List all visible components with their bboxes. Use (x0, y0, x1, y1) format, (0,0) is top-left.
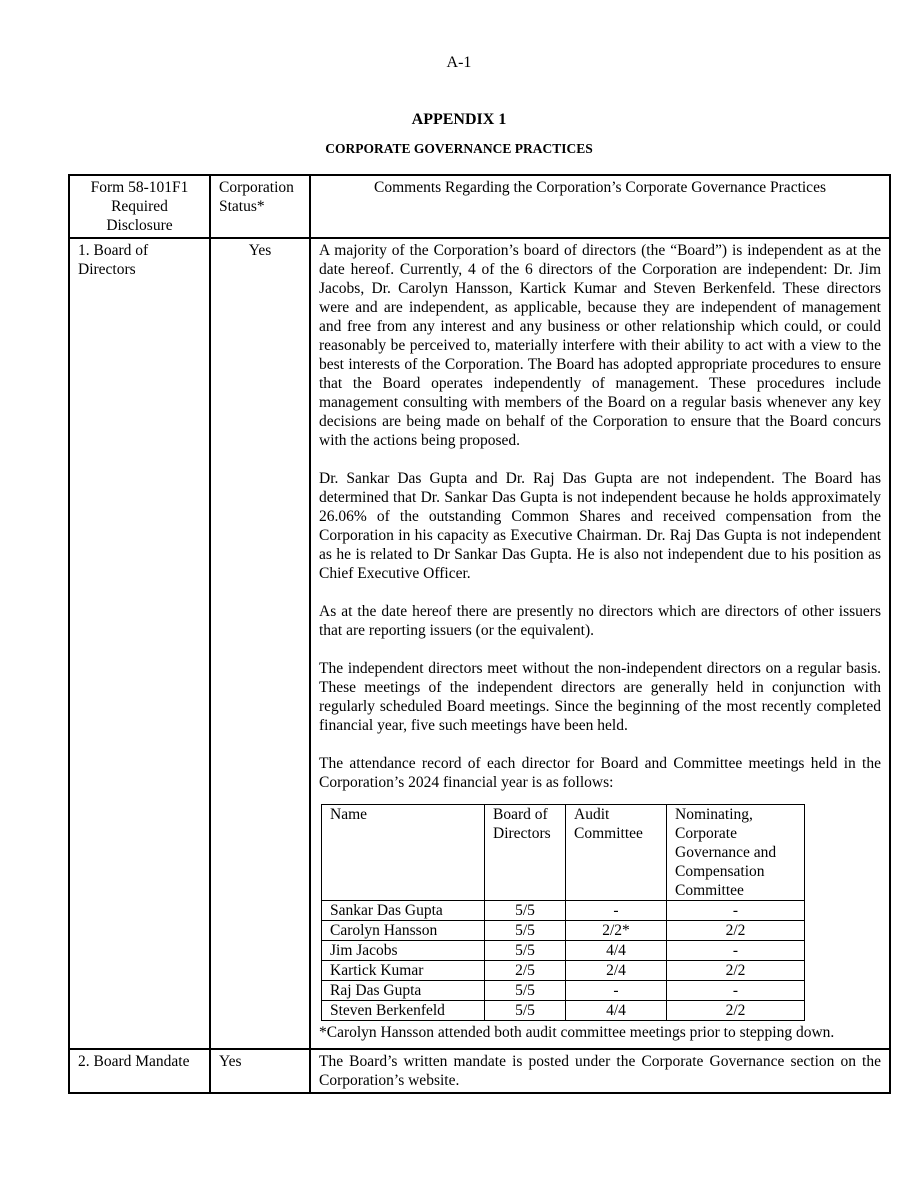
director-name: Sankar Das Gupta (322, 901, 485, 921)
section-title: CORPORATE GOVERNANCE PRACTICES (325, 141, 593, 156)
disclosure-cell: 2. Board Mandate (69, 1049, 210, 1093)
header-row (69, 175, 890, 238)
nominating-attendance: - (667, 901, 805, 921)
board-attendance: 2/5 (485, 961, 566, 981)
board-attendance: 5/5 (485, 1001, 566, 1021)
governance-table (68, 174, 891, 1094)
audit-attendance: - (566, 901, 667, 921)
nominating-attendance: - (667, 981, 805, 1001)
status-cell: Yes (210, 238, 310, 1049)
audit-attendance: 4/4 (566, 941, 667, 961)
director-name: Jim Jacobs (322, 941, 485, 961)
paragraph: The attendance record of each director for Board and Committee meetings held in the Corporation’s 2024 financial year is as follows: (319, 755, 881, 791)
attendance-header-nominating: Nominating, Corporate Governance and Compensation Committee (667, 805, 805, 901)
table-row (322, 921, 805, 941)
table-row (322, 981, 805, 1001)
paragraph: Dr. Sankar Das Gupta and Dr. Raj Das Gupta are not independent. The Board has determined that Dr. Sankar Das Gupta is not independent because he holds approximately 26.06% of the outstanding Common Shares and received compensation from the Corporation in his capacity as Executive Chairman. Dr. Raj Das Gupta is not independent as he is related to Dr Sankar Das Gupta. He is also not independent due to his position as Chief Executive Officer. (319, 470, 881, 582)
audit-attendance: - (566, 981, 667, 1001)
attendance-footnote: *Carolyn Hansson attended both audit committee meetings prior to stepping down. (319, 1024, 835, 1041)
board-attendance: 5/5 (485, 941, 566, 961)
nominating-attendance: 2/2 (667, 921, 805, 941)
table-row (69, 238, 890, 1049)
attendance-table (321, 804, 805, 1021)
table-row (322, 961, 805, 981)
director-name: Steven Berkenfeld (322, 1001, 485, 1021)
table-row (322, 901, 805, 921)
comments-cell (310, 238, 890, 1049)
audit-attendance: 2/4 (566, 961, 667, 981)
attendance-header-board: Board of Directors (485, 805, 566, 901)
attendance-header-name: Name (322, 805, 485, 901)
page-number: A-1 (446, 54, 472, 71)
nominating-attendance: - (667, 941, 805, 961)
board-attendance: 5/5 (485, 921, 566, 941)
attendance-header-audit: Audit Committee (566, 805, 667, 901)
attendance-header-row (322, 805, 805, 901)
board-attendance: 5/5 (485, 981, 566, 1001)
header-disclosure: Form 58-101F1 Required Disclosure (69, 175, 210, 238)
paragraph: The independent directors meet without the non-independent directors on a regular basis. These meetings of the independent directors are generally held in conjunction with regularly scheduled Board meetings. Since the beginning of the most recently completed financial year, five such meetings have been held. (319, 660, 881, 734)
nominating-attendance: 2/2 (667, 1001, 805, 1021)
director-name: Raj Das Gupta (322, 981, 485, 1001)
table-row (322, 1001, 805, 1021)
table-row (322, 941, 805, 961)
comments-cell (310, 1049, 890, 1093)
nominating-attendance: 2/2 (667, 961, 805, 981)
paragraph: A majority of the Corporation’s board of directors (the “Board”) is independent as at the date hereof. Currently, 4 of the 6 directors of the Corporation are independent: Dr. Jim Jacobs, Dr. Carolyn Hansson, Kartick Kumar and Steven Berkenfeld. These directors were and are independent, as applicable, because they are independent of management and free from any interest and any business or other relationship which could, or could reasonably be perceived to, materially interfere with their ability to act with a view to the best interests of the Corporation. The Board has adopted appropriate procedures to ensure that the Board operates independently of management. These procedures include management consulting with members of the Board on a regular basis whenever any key decisions are being made on behalf of the Corporation to ensure that the Board concurs with the actions being proposed. (319, 242, 881, 449)
appendix-title: APPENDIX 1 (411, 111, 507, 128)
audit-attendance: 4/4 (566, 1001, 667, 1021)
paragraph: As at the date hereof there are presently no directors which are directors of other issuers that are reporting issuers (or the equivalent). (319, 603, 881, 639)
disclosure-cell: 1. Board of Directors (69, 238, 210, 1049)
status-cell: Yes (210, 1049, 310, 1093)
board-attendance: 5/5 (485, 901, 566, 921)
paragraph: The Board’s written mandate is posted under the Corporate Governance section on the Corporation’s website. (319, 1053, 881, 1089)
header-status: Corporation Status* (210, 175, 310, 238)
table-row (69, 1049, 890, 1093)
header-comments: Comments Regarding the Corporation’s Corporate Governance Practices (310, 175, 890, 238)
audit-attendance: 2/2* (566, 921, 667, 941)
director-name: Carolyn Hansson (322, 921, 485, 941)
director-name: Kartick Kumar (322, 961, 485, 981)
